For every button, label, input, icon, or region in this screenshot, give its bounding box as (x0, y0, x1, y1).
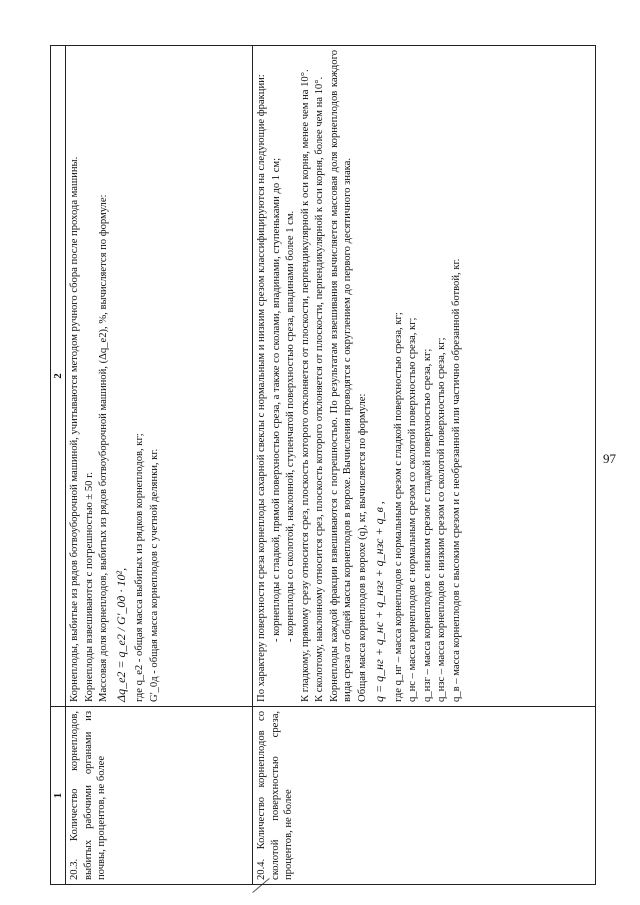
column-header-1: 1 (51, 706, 66, 884)
paragraph: К сколотому, наклонному относится срез, плоскость которого отклоняется от плоскости, перпендикулярной к оси корня, более чем на 10°. (314, 76, 326, 702)
item-cell: 20.3. Количество корнеплодов, выбитых рабочими органами из почвы, процентов, не более (66, 706, 253, 884)
item-cell: 20.4. Количество корнеплодов со сколотой поверхностью среза, процентов, не более (253, 706, 596, 884)
description-cell (253, 46, 596, 707)
legend-line: q_нзг – масса корнеплодов с низким срезом с гладкой поверхностью среза, кг; (421, 348, 433, 702)
column-header-2: 2 (51, 46, 66, 707)
paragraph: Массовая доля корнеплодов, выбитых из рядов ботвоуборочной машиной, (Δq_e2), %, вычисляется по формуле: (98, 194, 110, 702)
fraction-item: - корнеплоды с гладкой, прямой поверхностью среза, а также со сколами, впадинами, ступеньками до 1 см; (270, 157, 282, 642)
paragraph: Общая масса корнеплодов в ворохе (q), кг, вычисляется по формуле: (356, 393, 368, 702)
paragraph: Корнеплоды взвешиваются с погрешностью ± 50 г. (83, 472, 95, 702)
legend-line: q_нс – масса корнеплодов с нормальным срезом со сколотой поверхностью среза, кг; (407, 317, 419, 702)
description-cell (66, 46, 253, 707)
paragraph: Корнеплоды, выбитые из рядов ботвоуборочной машиной, учитываются методом ручного сбора после прохода машины. (69, 156, 81, 702)
fraction-item: - корнеплоды со сколотой, наклонной, ступенчатой поверхностью среза, впадинами более 1 см. (285, 210, 297, 642)
table-row (253, 46, 596, 885)
formula: q = q_нг + q_нс + q_нзг + q_нзс + q_в , (372, 501, 387, 702)
paragraph: К гладкому, прямому срезу относится срез, плоскость которого отклоняется от плоскости, перпендикулярной к оси корня, менее чем на 10°. (299, 69, 311, 702)
formula: Δq_e2 = q_e2 / G'_0д · 10², (113, 567, 128, 702)
standard-table (50, 45, 596, 885)
paragraph: G'_0д - общая масса корнеплодов с учетной делянки, кг. (148, 448, 160, 702)
legend-line: q_в – масса корнеплодов с высоким срезом и с необрезанной или частично обрезанной ботвой, кг. (451, 258, 462, 702)
table-row (66, 46, 253, 885)
paragraph: Корнеплоды каждой фракции взвешиваются с погрешностью. По результатам взвешивания вычисляется массовая доля корнеплодов каждого вида среза от общей массы корнеплодов в ворохе. Вычисления проводятся с округлением до первого десятичного знака. (328, 50, 354, 702)
rotated-page-content (50, 45, 590, 885)
paragraph: где q_e2 - общая масса выбитых из рядков корнеплодов, кг; (134, 433, 146, 702)
paragraph: По характеру поверхности среза корнеплоды сахарной свеклы с нормальным и низким срезом классифицируются на следующие фракции: (256, 74, 268, 702)
legend-line: где q_нг – масса корнеплодов с нормальным срезом с гладкой поверхностью среза, кг; (392, 312, 404, 702)
legend-line: q_нзс – масса корнеплодов с низким срезом со сколотой поверхностью среза, кг; (436, 337, 448, 702)
page-number: 97 (603, 451, 616, 466)
